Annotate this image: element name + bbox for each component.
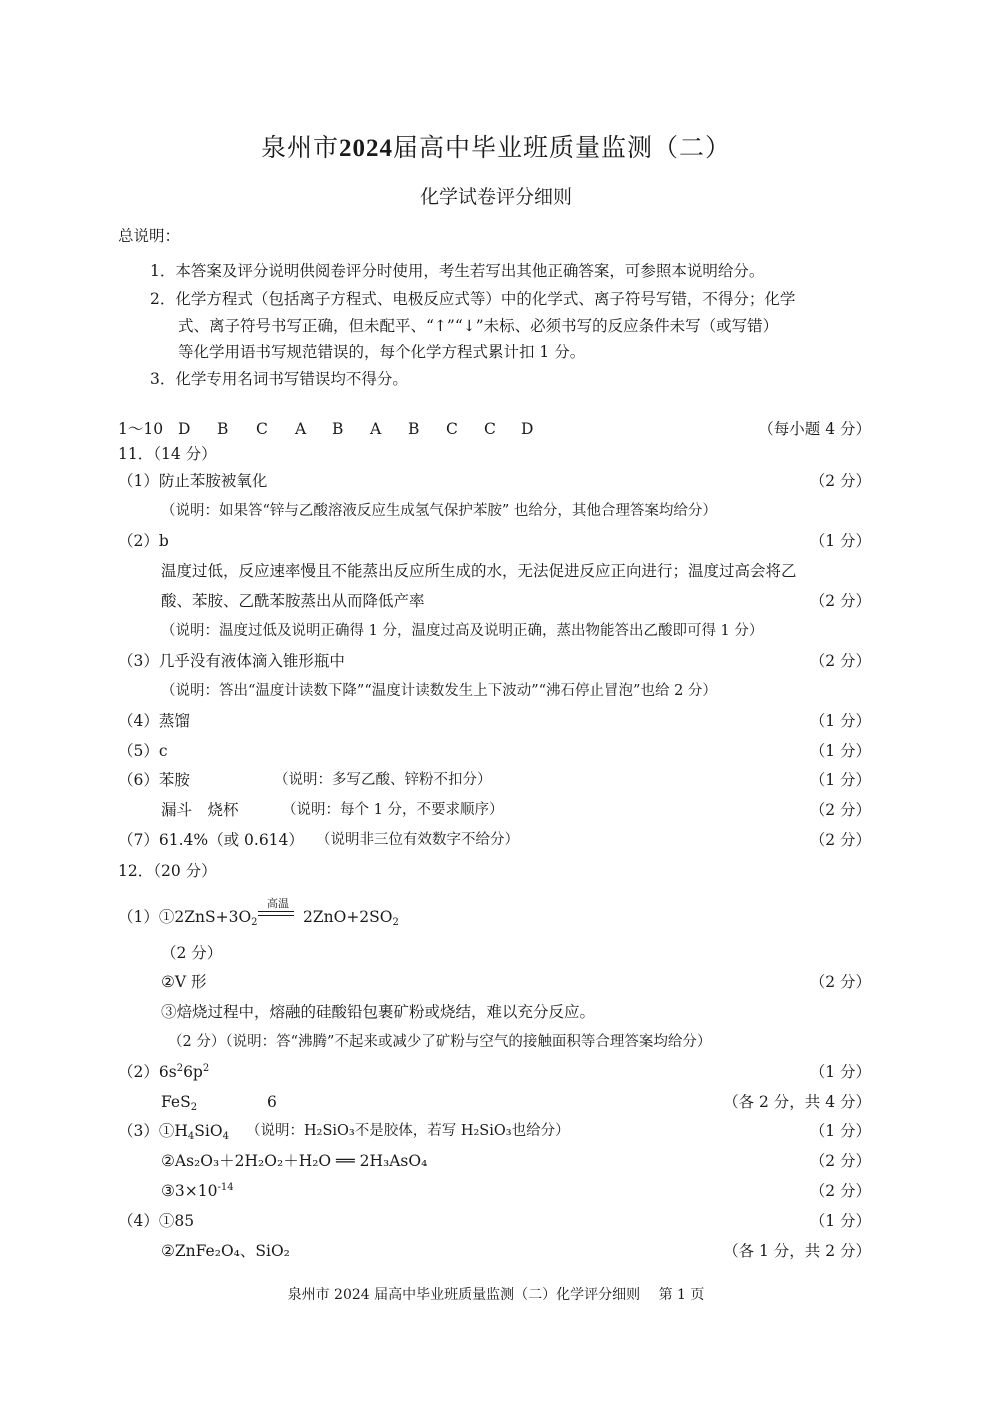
q12-4-answer: （4）①85 [118,1212,195,1230]
q12-4b-score: （各 1 分，共 2 分） [723,1242,871,1260]
mc-answer: C [446,420,458,438]
q11-4-answer: （4）蒸馏 [118,712,190,730]
mc-answer: A [370,420,382,438]
q12-3-score: （1 分） [809,1122,871,1140]
q12-4-score: （1 分） [809,1212,871,1230]
q12-4b-answer: ②ZnFe₂O₄、SiO₂ [161,1242,290,1260]
q11-6b-answer: 漏斗 烧杯 [161,801,239,819]
mc-answer: D [178,420,191,438]
q12-1-score: （2 分） [161,944,223,962]
page-footer: 泉州市 2024 届高中毕业班质量监测（二）化学评分细则 第 1 页 [287,1287,705,1303]
mc-answer: B [408,420,420,438]
q11-7-answer: （7）61.4%（或 0.614） [118,831,304,849]
equation-sign-line [258,911,294,912]
q11-6-note: （说明：多写乙酸、锌粉不扣分） [274,772,492,788]
mc-answer: D [521,420,534,438]
q12-1c-note: （2 分）（说明：答“沸腾”不起来或减少了矿粉与空气的接触面积等合理答案均给分） [168,1034,712,1050]
q11-heading: 11．（14 分） [118,445,217,463]
mc-answer: B [217,420,229,438]
q12-2b-formula: FeS$_2$ [161,1093,198,1113]
q12-1b-score: （2 分） [809,973,871,991]
q12-3-note: （说明：H₂SiO₃不是胶体，若写 H₂SiO₃也给分） [246,1123,570,1139]
q11-7-note: （说明非三位有效数字不给分） [316,832,519,848]
general-note-1: 1．本答案及评分说明供阅卷评分时使用，考生若写出其他正确答案，可参照本说明给分。 [150,262,765,280]
q11-6-score: （1 分） [809,771,871,789]
general-note-3: 3．化学专用名词书写错误均不得分。 [150,370,408,388]
general-note-2b: 式、离子符号书写正确，但未配平、“↑”“↓”未标、必须书写的反应条件未写（或写错） [178,317,779,335]
q12-3-answer: $(3)①H_4SiO_4$ [118,1122,229,1142]
q11-3-note: （说明：答出“温度计读数下降”“温度计读数发生上下波动”“沸石停止冒泡”也给 2 分） [161,683,717,699]
q12-2-answer: $(2)6s^26p^2$ [118,1063,210,1081]
q12-1b-answer: ②V 形 [161,973,207,991]
q11-2-answer: （2）b [118,532,169,550]
q11-2-explanation-cont: 酸、苯胺、乙酰苯胺蒸出从而降低产率 [161,592,425,610]
q12-3c-answer: $③3\times 10^{-14}$ [161,1182,234,1200]
q12-1-equation-left: $(1)①2ZnS+3O_2$ [118,908,258,928]
page-subtitle: 化学试卷评分细则 [419,186,572,208]
mc-answer: B [332,420,344,438]
mc-answer: C [256,420,268,438]
page-title: 泉州市2024届高中毕业班质量监测（二） [260,133,732,162]
mc-answer: C [484,420,496,438]
q12-heading: 12．（20 分） [118,862,217,880]
q12-1c-answer: ③焙烧过程中，熔融的硅酸铅包裹矿粉或烧结，难以充分反应。 [161,1003,596,1021]
q11-7-score: （2 分） [809,831,871,849]
q12-2b-score: （各 2 分，共 4 分） [723,1093,871,1111]
q11-3-score: （2 分） [809,652,871,670]
q11-6b-note: （说明：每个 1 分，不要求顺序） [282,802,504,818]
mc-score: （每小题 4 分） [758,420,871,438]
general-note-2c: 等化学用语书写规范错误的，每个化学方程式累计扣 1 分。 [178,343,586,361]
q12-3b-score: （2 分） [809,1152,871,1170]
q12-2-score: （1 分） [809,1063,871,1081]
q11-3-answer: （3）几乎没有液体滴入锥形瓶中 [118,652,345,670]
q12-1-equation-right: $2ZnO+2SO_2$ [303,908,399,928]
general-note-2a: 2．化学方程式（包括离子方程式、电极反应式等）中的化学式、离子符号写错，不得分；化学 [150,290,796,308]
reaction-condition: 高温 [267,897,289,910]
q12-3c-score: （2 分） [809,1182,871,1200]
q11-5-answer: （5）c [118,742,168,760]
general-heading: 总说明： [118,227,181,245]
q11-1-note: （说明：如果答“锌与乙酸溶液反应生成氢气保护苯胺” 也给分，其他合理答案均给分） [161,503,717,519]
equation-sign-line [258,915,294,916]
q11-1-answer: （1）防止苯胺被氧化 [118,472,268,490]
q11-2-explanation: 温度过低，反应速率慢且不能蒸出反应所生成的水，无法促进反应正向进行；温度过高会将乙 [161,562,797,580]
q11-2-note: （说明：温度过低及说明正确得 1 分，温度过高及说明正确，蒸出物能答出乙酸即可得 1 分） [161,623,764,639]
q11-2b-score: （2 分） [809,592,871,610]
q11-1-score: （2 分） [809,472,871,490]
q11-5-score: （1 分） [809,742,871,760]
mc-range: 1～10 [118,420,164,438]
q11-4-score: （1 分） [809,712,871,730]
q12-2b-number: 6 [267,1093,277,1111]
mc-answer: A [295,420,307,438]
q11-2-score: （1 分） [809,532,871,550]
q11-6b-score: （2 分） [809,801,871,819]
q12-3b-equation: ②As₂O₃＋2H₂O₂＋H₂O ══ 2H₃AsO₄ [161,1152,428,1170]
q11-6-answer: （6）苯胺 [118,771,190,789]
